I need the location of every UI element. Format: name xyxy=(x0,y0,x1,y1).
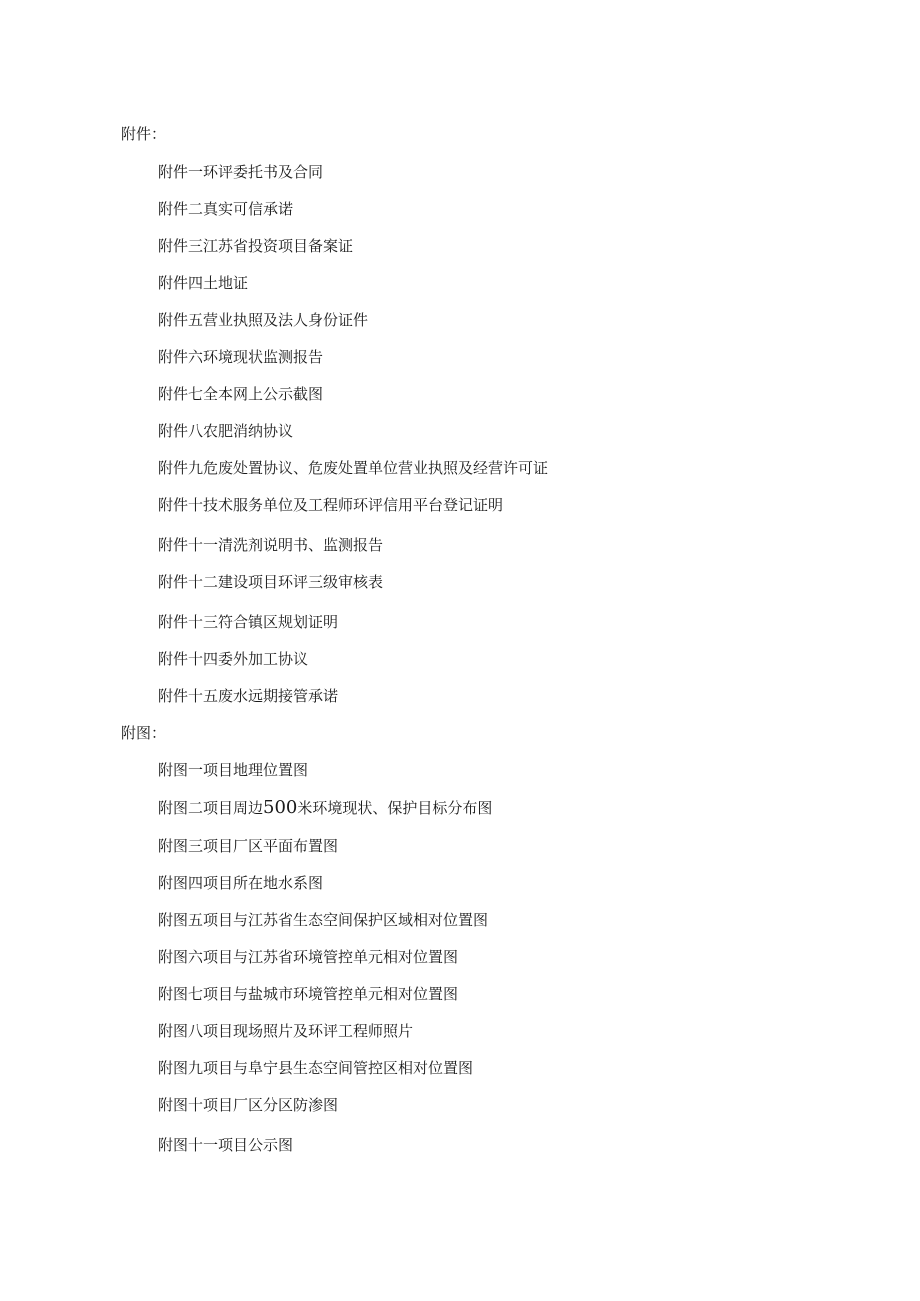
figure-item: 附图六项目与江苏省环境管控单元相对位置图 xyxy=(158,948,459,966)
attachment-item: 附件十三符合镇区规划证明 xyxy=(158,613,339,631)
figure-item: 附图八项目现场照片及环评工程师照片 xyxy=(158,1022,414,1040)
figure-item: 附图十一项目公示图 xyxy=(158,1136,294,1154)
figure-item: 附图七项目与盐城市环境管控单元相对位置图 xyxy=(158,985,459,1003)
figure-item: 附图九项目与阜宁县生态空间管控区相对位置图 xyxy=(158,1059,474,1077)
figure-item: 附图三项目厂区平面布置图 xyxy=(158,837,339,855)
attachment-item: 附件十二建设项目环评三级审核表 xyxy=(158,573,384,591)
figure-item-number: 500 xyxy=(263,797,298,818)
attachment-item: 附件八农肥消纳协议 xyxy=(158,422,294,440)
attachment-item: 附件六环境现状监测报告 xyxy=(158,348,324,366)
attachment-item: 附件七全本网上公示截图 xyxy=(158,385,324,403)
attachment-item: 附件五营业执照及法人身份证件 xyxy=(158,311,369,329)
attachment-item: 附件十技术服务单位及工程师环评信用平台登记证明 xyxy=(158,496,504,514)
figure-item: 附图四项目所在地水系图 xyxy=(158,874,324,892)
attachment-item: 附件十一清洗剂说明书、监测报告 xyxy=(158,536,384,554)
attachment-item: 附件四土地证 xyxy=(158,274,249,292)
attachments-heading: 附件： xyxy=(121,125,167,143)
attachment-item: 附件三江苏省投资项目备案证 xyxy=(158,237,354,255)
figure-item: 附图一项目地理位置图 xyxy=(158,761,309,779)
attachment-item: 附件九危废处置协议、危废处置单位营业执照及经营许可证 xyxy=(158,459,549,477)
figure-item-suffix: 米环境现状、保护目标分布图 xyxy=(297,799,493,817)
figure-item xyxy=(158,799,492,817)
attachment-item: 附件一环评委托书及合同 xyxy=(158,163,324,181)
figure-item: 附图五项目与江苏省生态空间保护区域相对位置图 xyxy=(158,911,489,929)
attachment-item: 附件十四委外加工协议 xyxy=(158,650,309,668)
attachment-item: 附件十五废水远期接管承诺 xyxy=(158,687,339,705)
figure-item-prefix: 附图二项目周边 xyxy=(158,799,264,817)
figure-item: 附图十项目厂区分区防渗图 xyxy=(158,1096,339,1114)
attachment-item: 附件二真实可信承诺 xyxy=(158,200,294,218)
figures-heading: 附图： xyxy=(121,724,167,742)
